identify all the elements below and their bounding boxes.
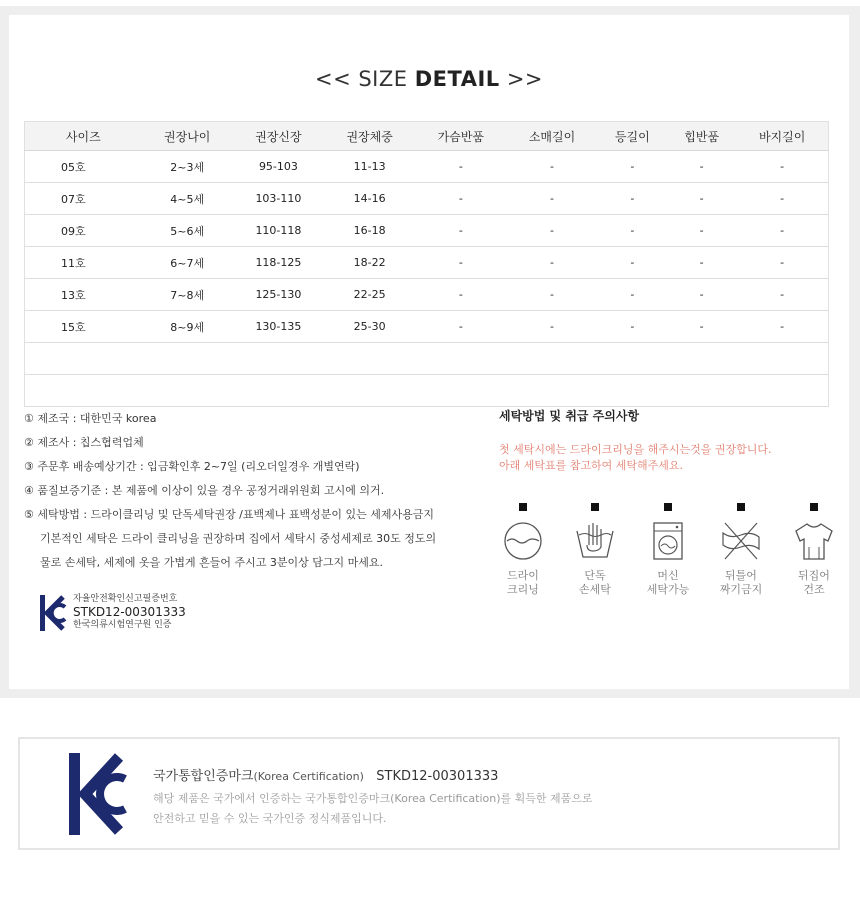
cell-empty bbox=[25, 343, 142, 375]
cell-height: 125-130 bbox=[233, 279, 324, 311]
cell-height: 130-135 bbox=[233, 311, 324, 343]
cert-title bbox=[153, 765, 498, 784]
care-label-line2: 손세탁 bbox=[579, 583, 611, 596]
cell-height: 110-118 bbox=[233, 215, 324, 247]
cell-empty bbox=[598, 375, 667, 407]
care-label-inside-out bbox=[788, 569, 840, 597]
cell-empty bbox=[598, 343, 667, 375]
note-manufacturer: ② 제조사 : 칩스협력업체 bbox=[24, 436, 144, 449]
cell-chest: - bbox=[415, 311, 506, 343]
cell-empty bbox=[506, 343, 597, 375]
cell-sleeve: - bbox=[506, 215, 597, 247]
cell-age: 6~7세 bbox=[142, 247, 233, 279]
care-label-line2: 짜기금지 bbox=[719, 583, 763, 596]
header-back: 등길이 bbox=[598, 122, 667, 151]
kc-small-code: STKD12-00301333 bbox=[73, 605, 186, 619]
care-label-line2: 건조 bbox=[803, 583, 825, 596]
size-table-header bbox=[25, 122, 829, 151]
table-row bbox=[25, 151, 829, 183]
cert-mark-name: 국가통합인증마크 bbox=[153, 769, 254, 784]
cell-hip: - bbox=[667, 279, 736, 311]
cert-code: STKD12-00301333 bbox=[376, 769, 499, 784]
cell-empty bbox=[25, 375, 142, 407]
cell-sleeve: - bbox=[506, 151, 597, 183]
cell-chest: - bbox=[415, 183, 506, 215]
cell-back: - bbox=[598, 279, 667, 311]
care-instructions bbox=[499, 407, 839, 596]
cell-empty bbox=[142, 375, 233, 407]
header-sleeve: 소매길이 bbox=[506, 122, 597, 151]
cell-hip: - bbox=[667, 151, 736, 183]
care-warning bbox=[499, 442, 839, 474]
cell-age: 7~8세 bbox=[142, 279, 233, 311]
table-row-empty bbox=[25, 375, 829, 407]
cell-chest: - bbox=[415, 215, 506, 247]
cell-weight: 14-16 bbox=[324, 183, 415, 215]
care-label-hand-wash bbox=[569, 569, 621, 597]
note-origin: ① 제조국 : 대한민국 korea bbox=[24, 412, 157, 425]
cell-size: 11호 bbox=[25, 247, 142, 279]
cert-description bbox=[153, 789, 593, 829]
cell-weight: 16-18 bbox=[324, 215, 415, 247]
cell-back: - bbox=[598, 183, 667, 215]
cell-empty bbox=[233, 343, 324, 375]
care-label-line1: 뒤틀어 bbox=[725, 569, 757, 582]
care-label-line2: 크리닝 bbox=[507, 583, 539, 596]
care-item-no-wring bbox=[715, 503, 767, 597]
care-item-inside-out bbox=[788, 503, 840, 597]
cell-empty bbox=[324, 375, 415, 407]
cell-weight: 18-22 bbox=[324, 247, 415, 279]
product-notes bbox=[24, 407, 436, 575]
header-hip: 힙반품 bbox=[667, 122, 736, 151]
cell-empty bbox=[667, 343, 736, 375]
page-title bbox=[9, 67, 849, 91]
care-label-line1: 단독 bbox=[584, 569, 606, 582]
cell-hip: - bbox=[667, 183, 736, 215]
cell-empty bbox=[736, 343, 828, 375]
kc-small-text bbox=[73, 593, 186, 632]
care-warning-line1: 첫 세탁시에는 드라이크리닝을 해주시는것을 권장합니다. bbox=[499, 443, 772, 456]
care-label-dry-clean bbox=[497, 569, 549, 597]
title-prefix: << SIZE bbox=[314, 67, 415, 91]
care-icon-row bbox=[499, 503, 839, 603]
cell-back: - bbox=[598, 215, 667, 247]
cell-size: 09호 bbox=[25, 215, 142, 247]
size-table bbox=[24, 121, 829, 407]
note-delivery: ③ 주문후 배송예상기간 : 입금확인후 2~7일 (리오더일경우 개별연락) bbox=[24, 460, 360, 473]
cell-weight: 22-25 bbox=[324, 279, 415, 311]
care-label-machine-wash bbox=[642, 569, 694, 597]
cell-pants: - bbox=[736, 279, 828, 311]
header-weight: 권장체중 bbox=[324, 122, 415, 151]
dry-clean-icon bbox=[501, 519, 545, 563]
cell-age: 4~5세 bbox=[142, 183, 233, 215]
cell-size: 05호 bbox=[25, 151, 142, 183]
care-warning-line2: 아래 세탁표를 참고하여 세탁해주세요. bbox=[499, 459, 684, 472]
cell-hip: - bbox=[667, 247, 736, 279]
certification-box bbox=[18, 737, 840, 850]
title-bold: DETAIL bbox=[414, 67, 500, 91]
cell-chest: - bbox=[415, 247, 506, 279]
cell-empty bbox=[233, 375, 324, 407]
washing-machine-icon bbox=[646, 519, 690, 563]
cell-back: - bbox=[598, 247, 667, 279]
care-item-machine-wash bbox=[642, 503, 694, 597]
cell-size: 15호 bbox=[25, 311, 142, 343]
cell-chest: - bbox=[415, 279, 506, 311]
inside-out-shirt-icon bbox=[792, 519, 836, 563]
note-warranty: ④ 품질보증기준 : 본 제품에 이상이 있을 경우 공정거래위원회 고시에 의거. bbox=[24, 484, 385, 497]
cell-pants: - bbox=[736, 311, 828, 343]
cert-desc-line2: 안전하고 믿을 수 있는 국가인증 정식제품입니다. bbox=[153, 812, 387, 825]
note-washing-detail-2: 물로 손세탁, 세제에 옷을 가볍게 흔들어 주시고 3분이상 담그지 마세요. bbox=[40, 556, 383, 569]
care-label-line1: 머신 bbox=[657, 569, 679, 582]
header-height: 권장신장 bbox=[233, 122, 324, 151]
marker-square bbox=[519, 503, 527, 511]
cert-mark-en: (Korea Certification) bbox=[253, 770, 364, 783]
header-age: 권장나이 bbox=[142, 122, 233, 151]
marker-square bbox=[810, 503, 818, 511]
kc-small-line3: 한국의류시험연구원 인증 bbox=[73, 620, 172, 630]
header-size: 사이즈 bbox=[25, 122, 142, 151]
cell-empty bbox=[324, 343, 415, 375]
header-chest: 가슴반품 bbox=[415, 122, 506, 151]
cell-empty bbox=[506, 375, 597, 407]
table-row bbox=[25, 215, 829, 247]
cell-age: 8~9세 bbox=[142, 311, 233, 343]
cell-height: 103-110 bbox=[233, 183, 324, 215]
header-pants: 바지길이 bbox=[736, 122, 828, 151]
cell-sleeve: - bbox=[506, 183, 597, 215]
care-item-dry-clean bbox=[497, 503, 549, 597]
kc-small-line1: 자율안전확인신고필증번호 bbox=[73, 594, 178, 604]
cell-empty bbox=[142, 343, 233, 375]
marker-square bbox=[591, 503, 599, 511]
table-row bbox=[25, 279, 829, 311]
table-row bbox=[25, 183, 829, 215]
care-label-line1: 드라이 bbox=[507, 569, 539, 582]
note-washing-detail-1: 기본적인 세탁은 드라이 클리닝을 권장하며 집에서 세탁시 중성세제로 30도 정도의 bbox=[40, 532, 437, 545]
marker-square bbox=[737, 503, 745, 511]
care-label-line2: 세탁가능 bbox=[646, 583, 690, 596]
cell-weight: 25-30 bbox=[324, 311, 415, 343]
cell-empty bbox=[667, 375, 736, 407]
cell-back: - bbox=[598, 311, 667, 343]
cell-empty bbox=[415, 343, 506, 375]
cell-age: 5~6세 bbox=[142, 215, 233, 247]
cell-weight: 11-13 bbox=[324, 151, 415, 183]
cell-sleeve: - bbox=[506, 279, 597, 311]
care-label-line1: 뒤집어 bbox=[798, 569, 830, 582]
cert-desc-line1: 해당 제품은 국가에서 인증하는 국가통합인증마크(Korea Certification)를 획득한 제품으로 bbox=[153, 792, 593, 805]
title-suffix: >> bbox=[499, 67, 544, 91]
cell-height: 95-103 bbox=[233, 151, 324, 183]
cell-back: - bbox=[598, 151, 667, 183]
cell-empty bbox=[415, 375, 506, 407]
cell-pants: - bbox=[736, 183, 828, 215]
cell-size: 07호 bbox=[25, 183, 142, 215]
cell-size: 13호 bbox=[25, 279, 142, 311]
cell-pants: - bbox=[736, 151, 828, 183]
cell-pants: - bbox=[736, 247, 828, 279]
cell-chest: - bbox=[415, 151, 506, 183]
marker-square bbox=[664, 503, 672, 511]
size-detail-frame bbox=[0, 6, 860, 698]
care-label-no-wring bbox=[715, 569, 767, 597]
cell-hip: - bbox=[667, 215, 736, 247]
cell-height: 118-125 bbox=[233, 247, 324, 279]
cell-empty bbox=[736, 375, 828, 407]
cell-sleeve: - bbox=[506, 311, 597, 343]
table-row-empty bbox=[25, 343, 829, 375]
table-row bbox=[25, 311, 829, 343]
cell-age: 2~3세 bbox=[142, 151, 233, 183]
care-item-hand-wash bbox=[569, 503, 621, 597]
table-row bbox=[25, 247, 829, 279]
kc-small-badge bbox=[39, 593, 186, 637]
cell-hip: - bbox=[667, 311, 736, 343]
size-detail-panel bbox=[9, 15, 849, 689]
hand-wash-icon bbox=[573, 519, 617, 563]
note-washing: ⑤ 세탁방법 : 드라이클리닝 및 단독세탁권장 /표백제나 표백성분이 있는 세제사용금지 bbox=[24, 508, 435, 521]
kc-mark-icon bbox=[39, 593, 67, 633]
no-wring-icon bbox=[719, 519, 763, 563]
cell-sleeve: - bbox=[506, 247, 597, 279]
care-heading: 세탁방법 및 취급 주의사항 bbox=[499, 409, 640, 423]
cell-pants: - bbox=[736, 215, 828, 247]
kc-large-mark-icon bbox=[67, 749, 129, 839]
